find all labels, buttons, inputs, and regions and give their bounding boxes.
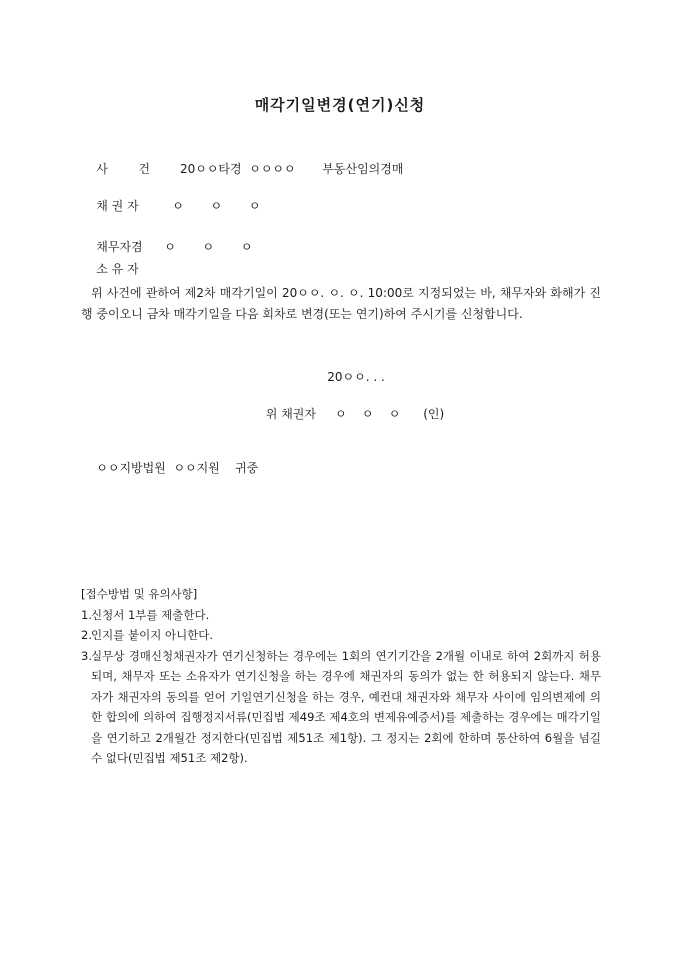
request-body-text: 위 사건에 관하여 제2차 매각기일이 20ㅇㅇ. ㅇ. ㅇ. 10:00로 지정되었는 바, 채무자와 화해가 진행 중이오니 금차 매각기일을 다음 회차로 변경(또는 연기)하여 주시기를 신청합니다. [81,286,601,321]
notes-section [81,584,601,769]
notes-item-text: 신청서 1부를 제출한다. [91,607,210,622]
signature-text: 위 채권자 ㅇ ㅇ ㅇ (인) [265,407,445,421]
court-line [81,445,258,490]
notes-item [81,625,601,646]
creditor-label: 채 권 자 [96,199,139,213]
debtor-value: ㅇ ㅇ ㅇ [164,240,253,254]
owner-label: 소 유 자 [96,262,139,276]
notes-item-number: 2. [81,628,92,642]
notes-list [81,605,601,769]
debtor-label: 채무자겸 [96,240,143,254]
date-text: 20ㅇㅇ. . . [327,370,385,384]
notes-item-text: 실무상 경매신청채권자가 연기신청하는 경우에는 1회의 연기기간을 2개월 이내로 하여 2회까지 허용되며, 채무자 또는 소유자가 연기신청을 하는 경우에 채권자의 동의가 없는 한 허용되지 않는다. 채무자가 채권자의 동의를 얻어 기일연기신청을 하는 경우, 예컨대 채권자와 채무자 사이에 임의변제에 의한 합의에 의하여 집행정지서류(민집법 제49조 제4호의 변제유예증서)를 제출하는 경우에는 매각기일을 연기하고 2개월간 정지한다(민집법 제51조 제1항). 그 정지는 2회에 한하며 통산하여 6월을 넘길 수 없다(민집법 제51조 제2항). [91,648,601,765]
court-text: ㅇㅇ지방법원 ㅇㅇ지원 귀중 [96,461,259,475]
case-label: 사 건 [96,162,150,176]
date-line [0,368,680,385]
notes-heading: [접수방법 및 유의사항] [81,587,198,601]
request-body [81,283,601,325]
creditor-value: ㅇ ㅇ ㅇ [172,199,261,213]
document-title: 매각기일변경(연기)신청 [254,96,426,114]
signature-line [0,405,680,422]
case-value: 20ㅇㅇ타경 ㅇㅇㅇㅇ 부동산임의경매 [179,162,404,176]
notes-item [81,605,601,626]
notes-item-text: 인지를 붙이지 아니한다. [91,628,214,642]
creditor-row [81,183,260,228]
notes-item-number: 1. [81,607,92,622]
notes-item-number: 3. [81,648,92,663]
notes-item [81,646,601,769]
